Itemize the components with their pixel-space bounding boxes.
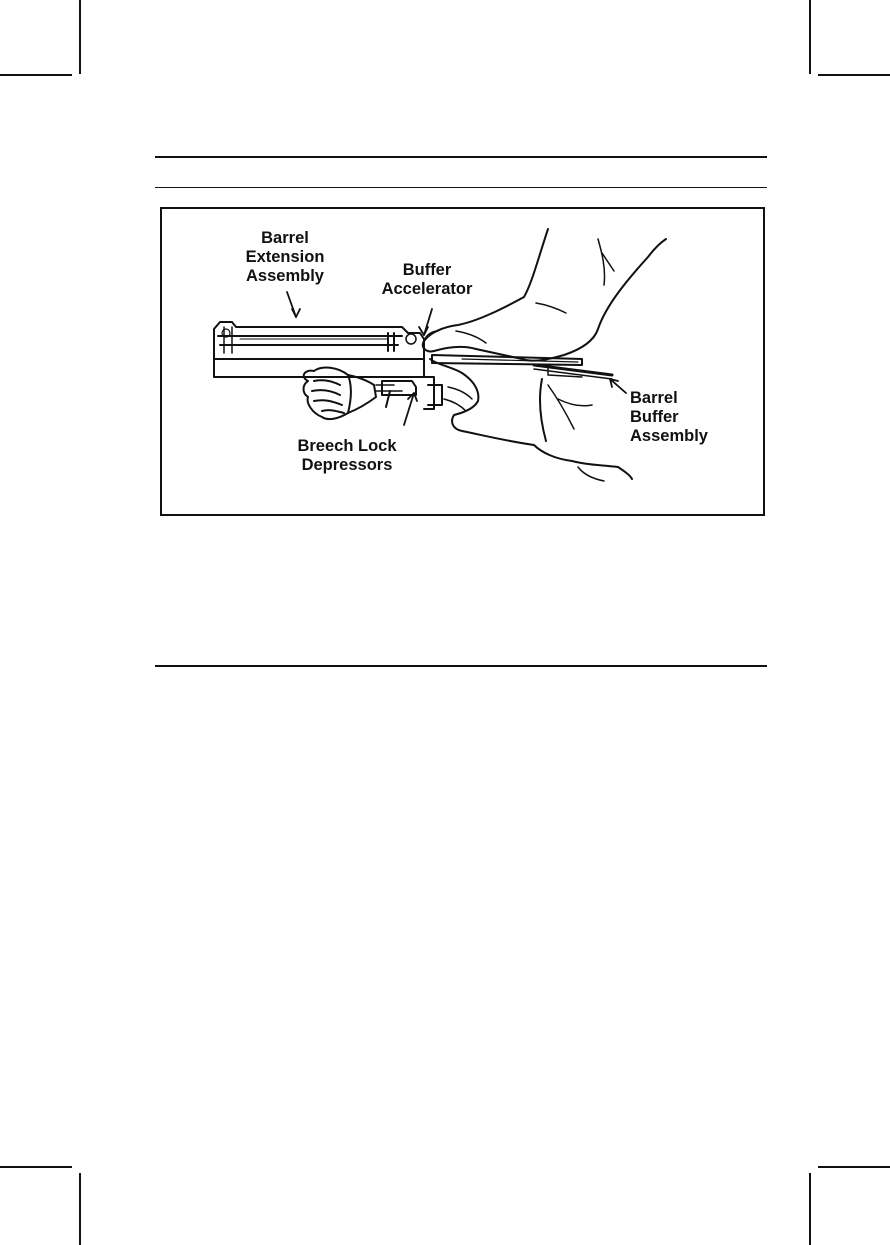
label-breech-lock-line-1: Breech Lock: [297, 437, 397, 455]
label-buffer-accelerator-line-2: Accelerator: [381, 280, 473, 298]
crop-mark-bottom-right-horizontal: [818, 1166, 890, 1168]
section-rule: [155, 665, 767, 667]
label-barrel-extension-line-1: Barrel: [261, 229, 309, 247]
label-buffer-accelerator: [372, 261, 482, 299]
header-rule-top: [155, 156, 767, 158]
label-barrel-extension-assembly: [230, 229, 340, 286]
crop-mark-bottom-right-vertical: [809, 1173, 811, 1245]
crop-mark-top-left-horizontal: [0, 74, 72, 76]
label-barrel-extension-line-3: Assembly: [246, 267, 324, 285]
breech-lock-parts: [376, 377, 442, 409]
crop-mark-bottom-left-vertical: [79, 1173, 81, 1245]
label-barrel-buffer-line-3: Assembly: [630, 427, 708, 445]
label-barrel-buffer-line-2: Buffer: [630, 408, 679, 426]
crop-mark-top-left-vertical: [79, 0, 81, 74]
crop-mark-top-right-vertical: [809, 0, 811, 74]
header-rule-bottom: [155, 187, 767, 188]
label-barrel-buffer-assembly: [630, 389, 740, 446]
label-barrel-buffer-line-1: Barrel: [630, 389, 678, 407]
figure-frame: [160, 207, 765, 516]
label-buffer-accelerator-line-1: Buffer: [402, 261, 452, 279]
crop-mark-bottom-left-horizontal: [0, 1166, 72, 1168]
label-breech-lock-depressors: [282, 437, 412, 475]
crop-mark-top-right-horizontal: [818, 74, 890, 76]
left-hand: [304, 368, 377, 420]
label-barrel-extension-line-2: Extension: [245, 248, 325, 266]
label-breech-lock-line-2: Depressors: [301, 456, 393, 474]
